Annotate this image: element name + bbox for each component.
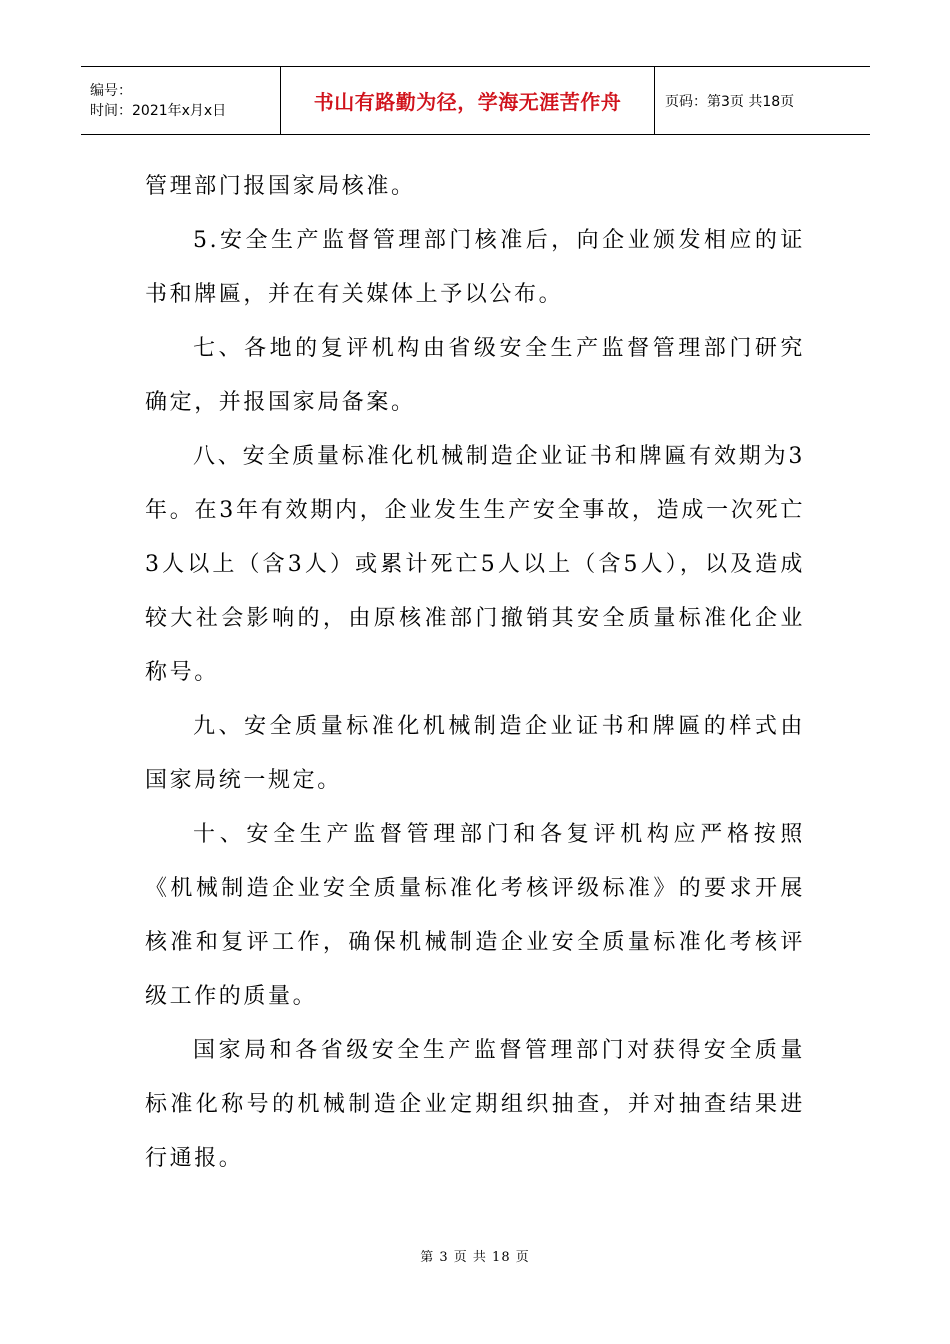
header-date: 时间：2021年x月x日 [90,102,227,119]
paragraph-section-9: 九、安全质量标准化机械制造企业证书和牌匾的样式由国家局统一规定。 [145,714,805,793]
paragraph-item-5: 5.安全生产监督管理部门核准后，向企业颁发相应的证书和牌匾，并在有关媒体上予以公布。 [145,228,805,307]
document-header [81,66,870,135]
paragraph-section-8: 八、安全质量标准化机械制造企业证书和牌匾有效期为3年。在3年有效期内，企业发生生产安全事故，造成一次死亡3人以上（含3人）或累计死亡5人以上（含5人），以及造成较大社会影响的，由原核准部门撤销其安全质量标准化企业称号。 [145,444,805,685]
header-page-info: 页码：第3页 共18页 [665,93,795,110]
paragraph-section-10: 十、安全生产监督管理部门和各复评机构应严格按照《机械制造企业安全质量标准化考核评级标准》的要求开展核准和复评工作，确保机械制造企业安全质量标准化考核评级工作的质量。 [145,822,805,1009]
header-page-cell [655,67,870,134]
paragraph-continuation: 管理部门报国家局核准。 [145,174,416,199]
document-body [145,160,805,1186]
header-motto-cell [281,67,655,134]
page-footer: 第 3 页 共 18 页 [420,1250,530,1265]
paragraph-inspection: 国家局和各省级安全生产监督管理部门对获得安全质量标准化称号的机械制造企业定期组织抽查，并对抽查结果进行通报。 [145,1038,805,1171]
header-meta [81,67,281,134]
paragraph-section-7: 七、各地的复评机构由省级安全生产监督管理部门研究确定，并报国家局备案。 [145,336,805,415]
header-number-label: 编号： [90,82,132,99]
header-motto: 书山有路勤为径，学海无涯苦作舟 [313,90,622,114]
